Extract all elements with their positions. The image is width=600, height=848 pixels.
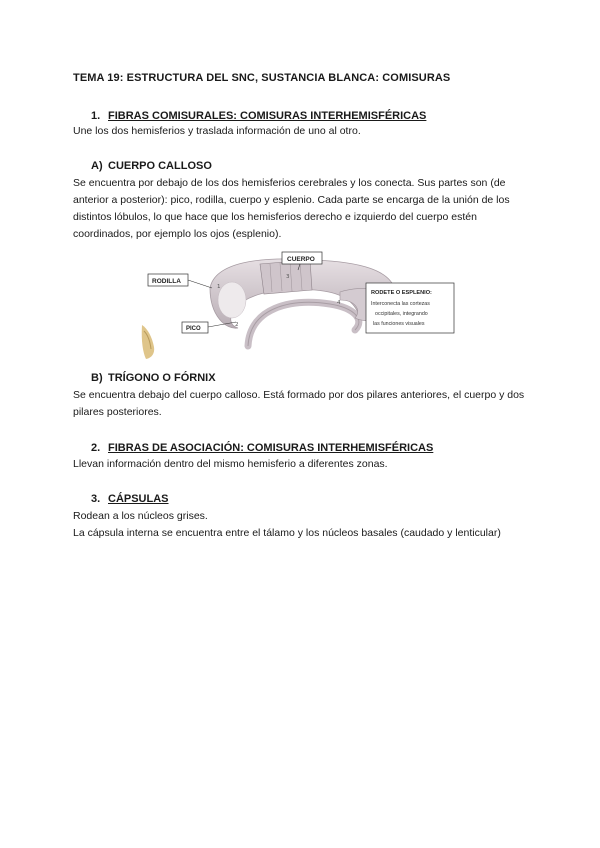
subsection-a-text: Se encuentra por debajo de los dos hemisferios cerebrales y los conecta. Sus partes son (de anterior a posterior): pico, rodilla, cuerpo y esplenio. Cada parte se encarga de la unión de los distintos lóbulos, lo que hace que los hemisferios derecho e izquierdo del cuerpo estén coordinados, por ejemplo los ojos (esplenio). [73, 177, 510, 240]
subsection-a-label: A) [91, 160, 103, 172]
label-rodete-line3: las funciones visuales [373, 321, 425, 327]
label-cuerpo: CUERPO [287, 256, 315, 263]
region-number-2: 2 [235, 322, 239, 328]
section-2-text: Llevan información dentro del mismo hemisferio a diferentes zonas. [73, 458, 388, 470]
section-3-text-2: La cápsula interna se encuentra entre el tálamo y los núcleos basales (caudado y lenticular) [73, 527, 501, 539]
label-rodete-title: RODETE O ESPLENIO: [371, 290, 432, 296]
region-number-3: 3 [286, 274, 290, 280]
label-rodete-line2: occipitales, integrando [375, 311, 428, 317]
region-number-4: 4 [337, 300, 341, 306]
section-2-number: 2. [91, 442, 101, 454]
genu-inner [218, 282, 246, 318]
subsection-b-label: B) [91, 372, 103, 384]
section-3-title: CÁPSULAS [108, 493, 169, 505]
label-rodete-line1: Interconecta las cortezas [371, 301, 430, 307]
fornix-arc [248, 302, 359, 346]
section-1-title: FIBRAS COMISURALES: COMISURAS INTERHEMISFÉRICAS [108, 110, 427, 122]
section-2-title: FIBRAS DE ASOCIACIÓN: COMISURAS INTERHEMISFÉRICAS [108, 442, 434, 454]
page-title: TEMA 19: ESTRUCTURA DEL SNC, SUSTANCIA BLANCA: COMISURAS [73, 72, 451, 84]
label-rodilla: RODILLA [152, 278, 181, 285]
section-1-text: Une los dos hemisferios y traslada información de uno al otro. [73, 125, 361, 137]
section-3-number: 3. [91, 493, 101, 505]
label-pico: PICO [186, 326, 201, 332]
subsection-a-title: CUERPO CALLOSO [108, 160, 212, 172]
region-number-1: 1 [217, 284, 221, 290]
corpus-callosum-figure [140, 248, 460, 360]
subsection-b-text: Se encuentra debajo del cuerpo calloso. Está formado por dos pilares anteriores, el cuerpo y dos pilares posteriores. [73, 389, 525, 418]
subsection-b-title: TRÍGONO O FÓRNIX [108, 372, 216, 384]
section-1-number: 1. [91, 110, 101, 122]
cropped-photo-fragment [140, 323, 156, 360]
section-3-text-1: Rodean a los núcleos grises. [73, 510, 208, 522]
